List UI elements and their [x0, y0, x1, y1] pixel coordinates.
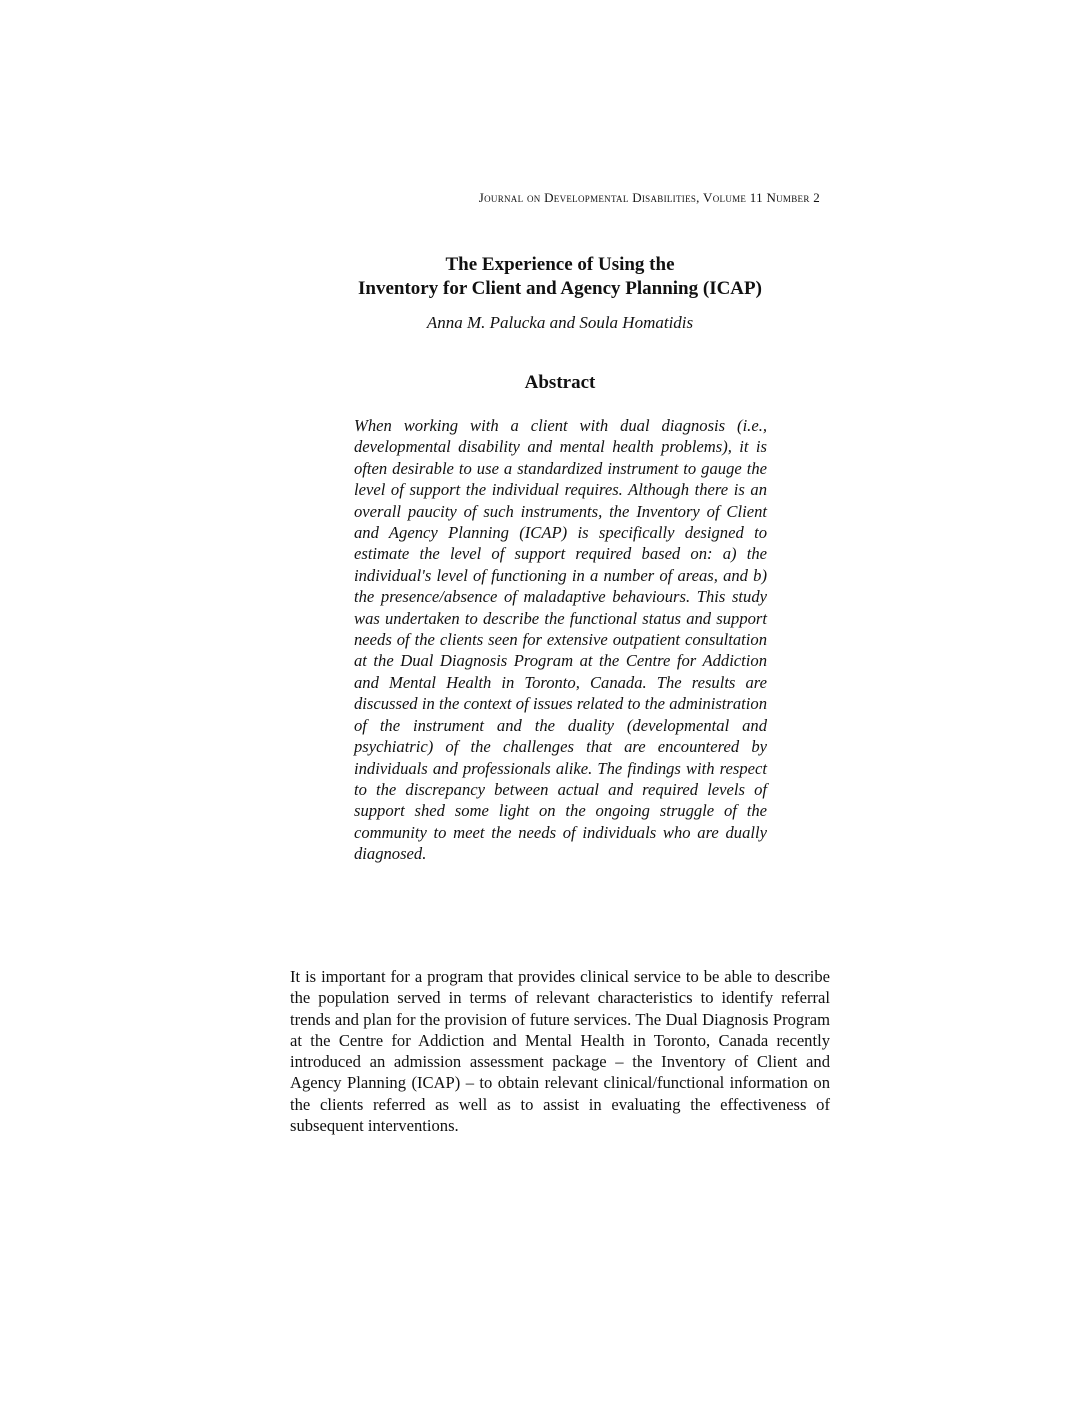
- intro-paragraph: It is important for a program that provides clinical service to be able to describe the population served in terms of relevant characteristics to identify referral trends and plan for the provision of future services. The Dual Diagnosis Program at the Centre for Addiction and Mental Health in Toronto, Canada recently introduced an admission assessment package – the Inventory of Client and Agency Planning (ICAP) – to obtain relevant clinical/functional information on the clients referred as well as to assist in evaluating the effectiveness of subsequent interventions.: [290, 967, 830, 1136]
- author-list: Anna M. Palucka and Soula Homatidis: [426, 313, 694, 332]
- abstract-heading: Abstract: [524, 372, 596, 393]
- title-line-2: Inventory for Client and Agency Planning (ICAP): [358, 278, 762, 299]
- running-head: Journal on Developmental Disabilities, Volume 11 Number 2: [478, 190, 820, 205]
- title-line-1: The Experience of Using the: [445, 254, 675, 275]
- abstract-text: When working with a client with dual diagnosis (i.e., developmental disability and mental health problems), it is often desirable to use a standardized instrument to gauge the level of support the individual requires. Although there is an overall paucity of such instruments, the Inventory of Client and Agency Planning (ICAP) is specifically designed to estimate the level of support required based on: a) the individual's level of functioning in a number of areas, and b) the presence/absence of maladaptive behaviours. This study was undertaken to describe the functional status and support needs of the clients seen for extensive outpatient consultation at the Dual Diagnosis Program at the Centre for Addiction and Mental Health in Toronto, Canada. The results are discussed in the context of issues related to the administration of the instrument and the duality (developmental and psychiatric) of the challenges that are encountered by individuals and professionals alike. The findings with respect to the discrepancy between actual and required levels of support shed some light on the ongoing struggle of the community to meet the needs of individuals who are dually diagnosed.: [354, 416, 767, 864]
- article-title: [290, 253, 830, 301]
